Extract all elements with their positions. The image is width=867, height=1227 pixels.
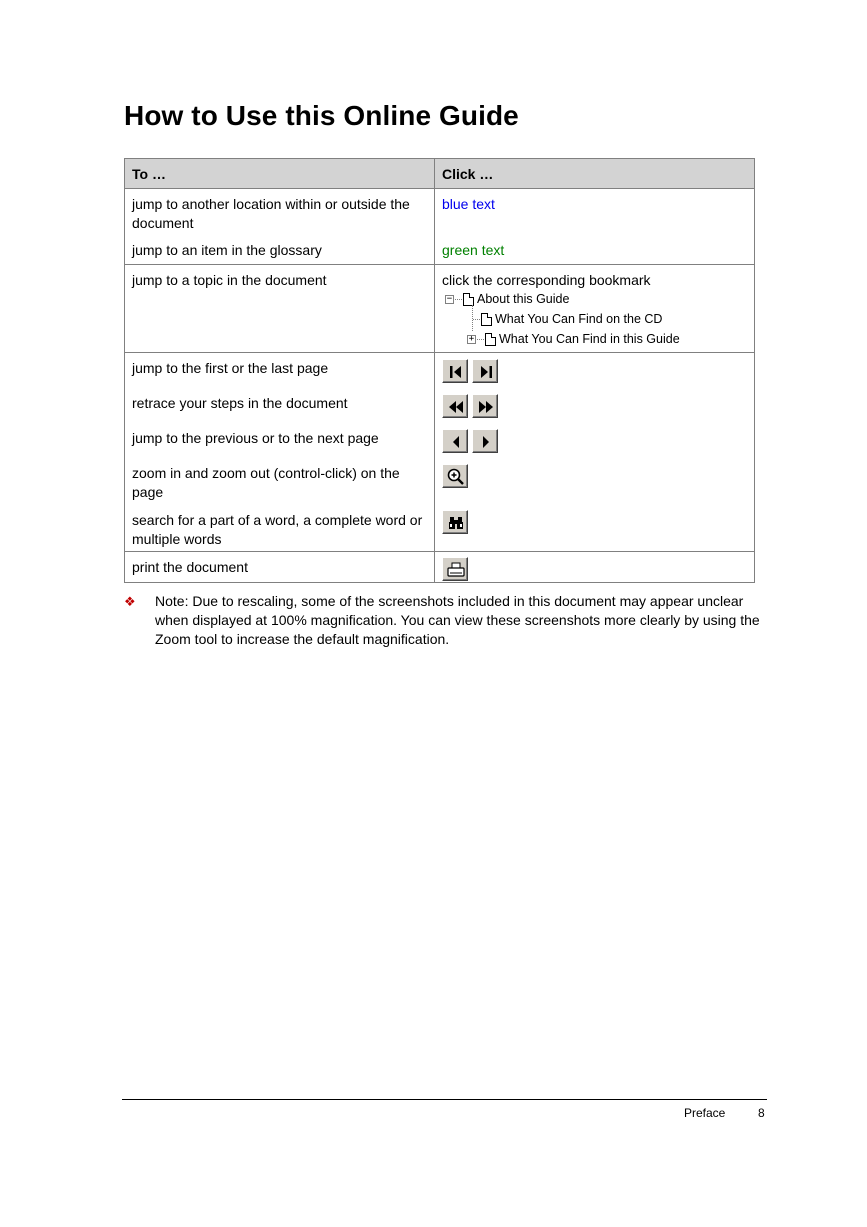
tree-connector (473, 319, 480, 320)
button-single (442, 510, 747, 534)
next-page-icon[interactable] (472, 429, 498, 453)
footer-page-number: 8 (758, 1106, 765, 1120)
column-header-to: To … (125, 159, 435, 189)
note-bullet-icon: ❖ (124, 594, 136, 609)
table-row (125, 353, 755, 552)
column-header-click: Click … (435, 159, 755, 189)
button-single (442, 557, 747, 581)
button-pair (442, 429, 747, 453)
expand-icon[interactable]: + (468, 334, 475, 344)
bookmark-tree (442, 290, 747, 346)
previous-page-icon[interactable] (442, 429, 468, 453)
button-pair (442, 394, 747, 418)
collapse-icon[interactable]: − (446, 294, 453, 304)
last-page-icon[interactable] (472, 359, 498, 383)
go-back-icon[interactable] (442, 394, 468, 418)
bookmark-label: What You Can Find on the CD (495, 312, 663, 326)
bookmark-label: About this Guide (477, 292, 570, 306)
bookmark-item-child[interactable] (473, 310, 662, 329)
table-row (125, 552, 755, 583)
action-text: jump to the first or the last page (132, 360, 329, 376)
bookmark-item-child[interactable] (467, 330, 680, 349)
tree-connector (455, 299, 462, 300)
action-text: jump to an item in the glossary (132, 242, 322, 258)
usage-table (124, 158, 755, 583)
action-cell (125, 189, 435, 265)
action-text: jump to another location within or outside the document (132, 196, 410, 231)
first-page-icon[interactable] (442, 359, 468, 383)
action-text: retrace your steps in the document (132, 395, 348, 411)
action-text: print the document (132, 559, 248, 575)
go-forward-icon[interactable] (472, 394, 498, 418)
bookmark-item-root[interactable] (445, 290, 569, 309)
bookmark-label: What You Can Find in this Guide (499, 332, 680, 346)
action-text: jump to the previous or to the next page (132, 430, 379, 446)
binoculars-search-icon[interactable] (442, 510, 468, 534)
page-title: How to Use this Online Guide (124, 100, 519, 131)
action-cell (125, 353, 435, 552)
button-pair (442, 359, 747, 383)
table-row (125, 265, 755, 353)
click-cell (435, 265, 755, 353)
button-single (442, 464, 747, 488)
click-cell (435, 552, 755, 583)
action-text: zoom in and zoom out (control-click) on the page (132, 465, 400, 500)
green-glossary-text[interactable]: green text (442, 242, 505, 258)
click-cell (435, 189, 755, 265)
action-cell (125, 552, 435, 583)
note-text: Note: Due to rescaling, some of the screenshots included in this document may appear unclear when displayed at 100% magnification. You can view these screenshots more clearly by using the Zoom tool to increase the default magnification. (155, 593, 760, 647)
zoom-icon[interactable] (442, 464, 468, 488)
tree-connector (477, 339, 484, 340)
print-icon[interactable] (442, 557, 468, 581)
blue-link-text[interactable]: blue text (442, 196, 495, 212)
action-text: jump to a topic in the document (132, 272, 327, 288)
click-cell (435, 353, 755, 552)
footer-divider (122, 1099, 767, 1100)
footer-section-label: Preface (684, 1106, 726, 1120)
page-icon (485, 333, 496, 346)
page-icon (481, 313, 492, 326)
table-header-row (125, 159, 755, 189)
action-text: search for a part of a word, a complete word or multiple words (132, 512, 423, 547)
table-row (125, 189, 755, 265)
action-cell (125, 265, 435, 353)
bookmark-instruction: click the corresponding bookmark (442, 272, 651, 288)
